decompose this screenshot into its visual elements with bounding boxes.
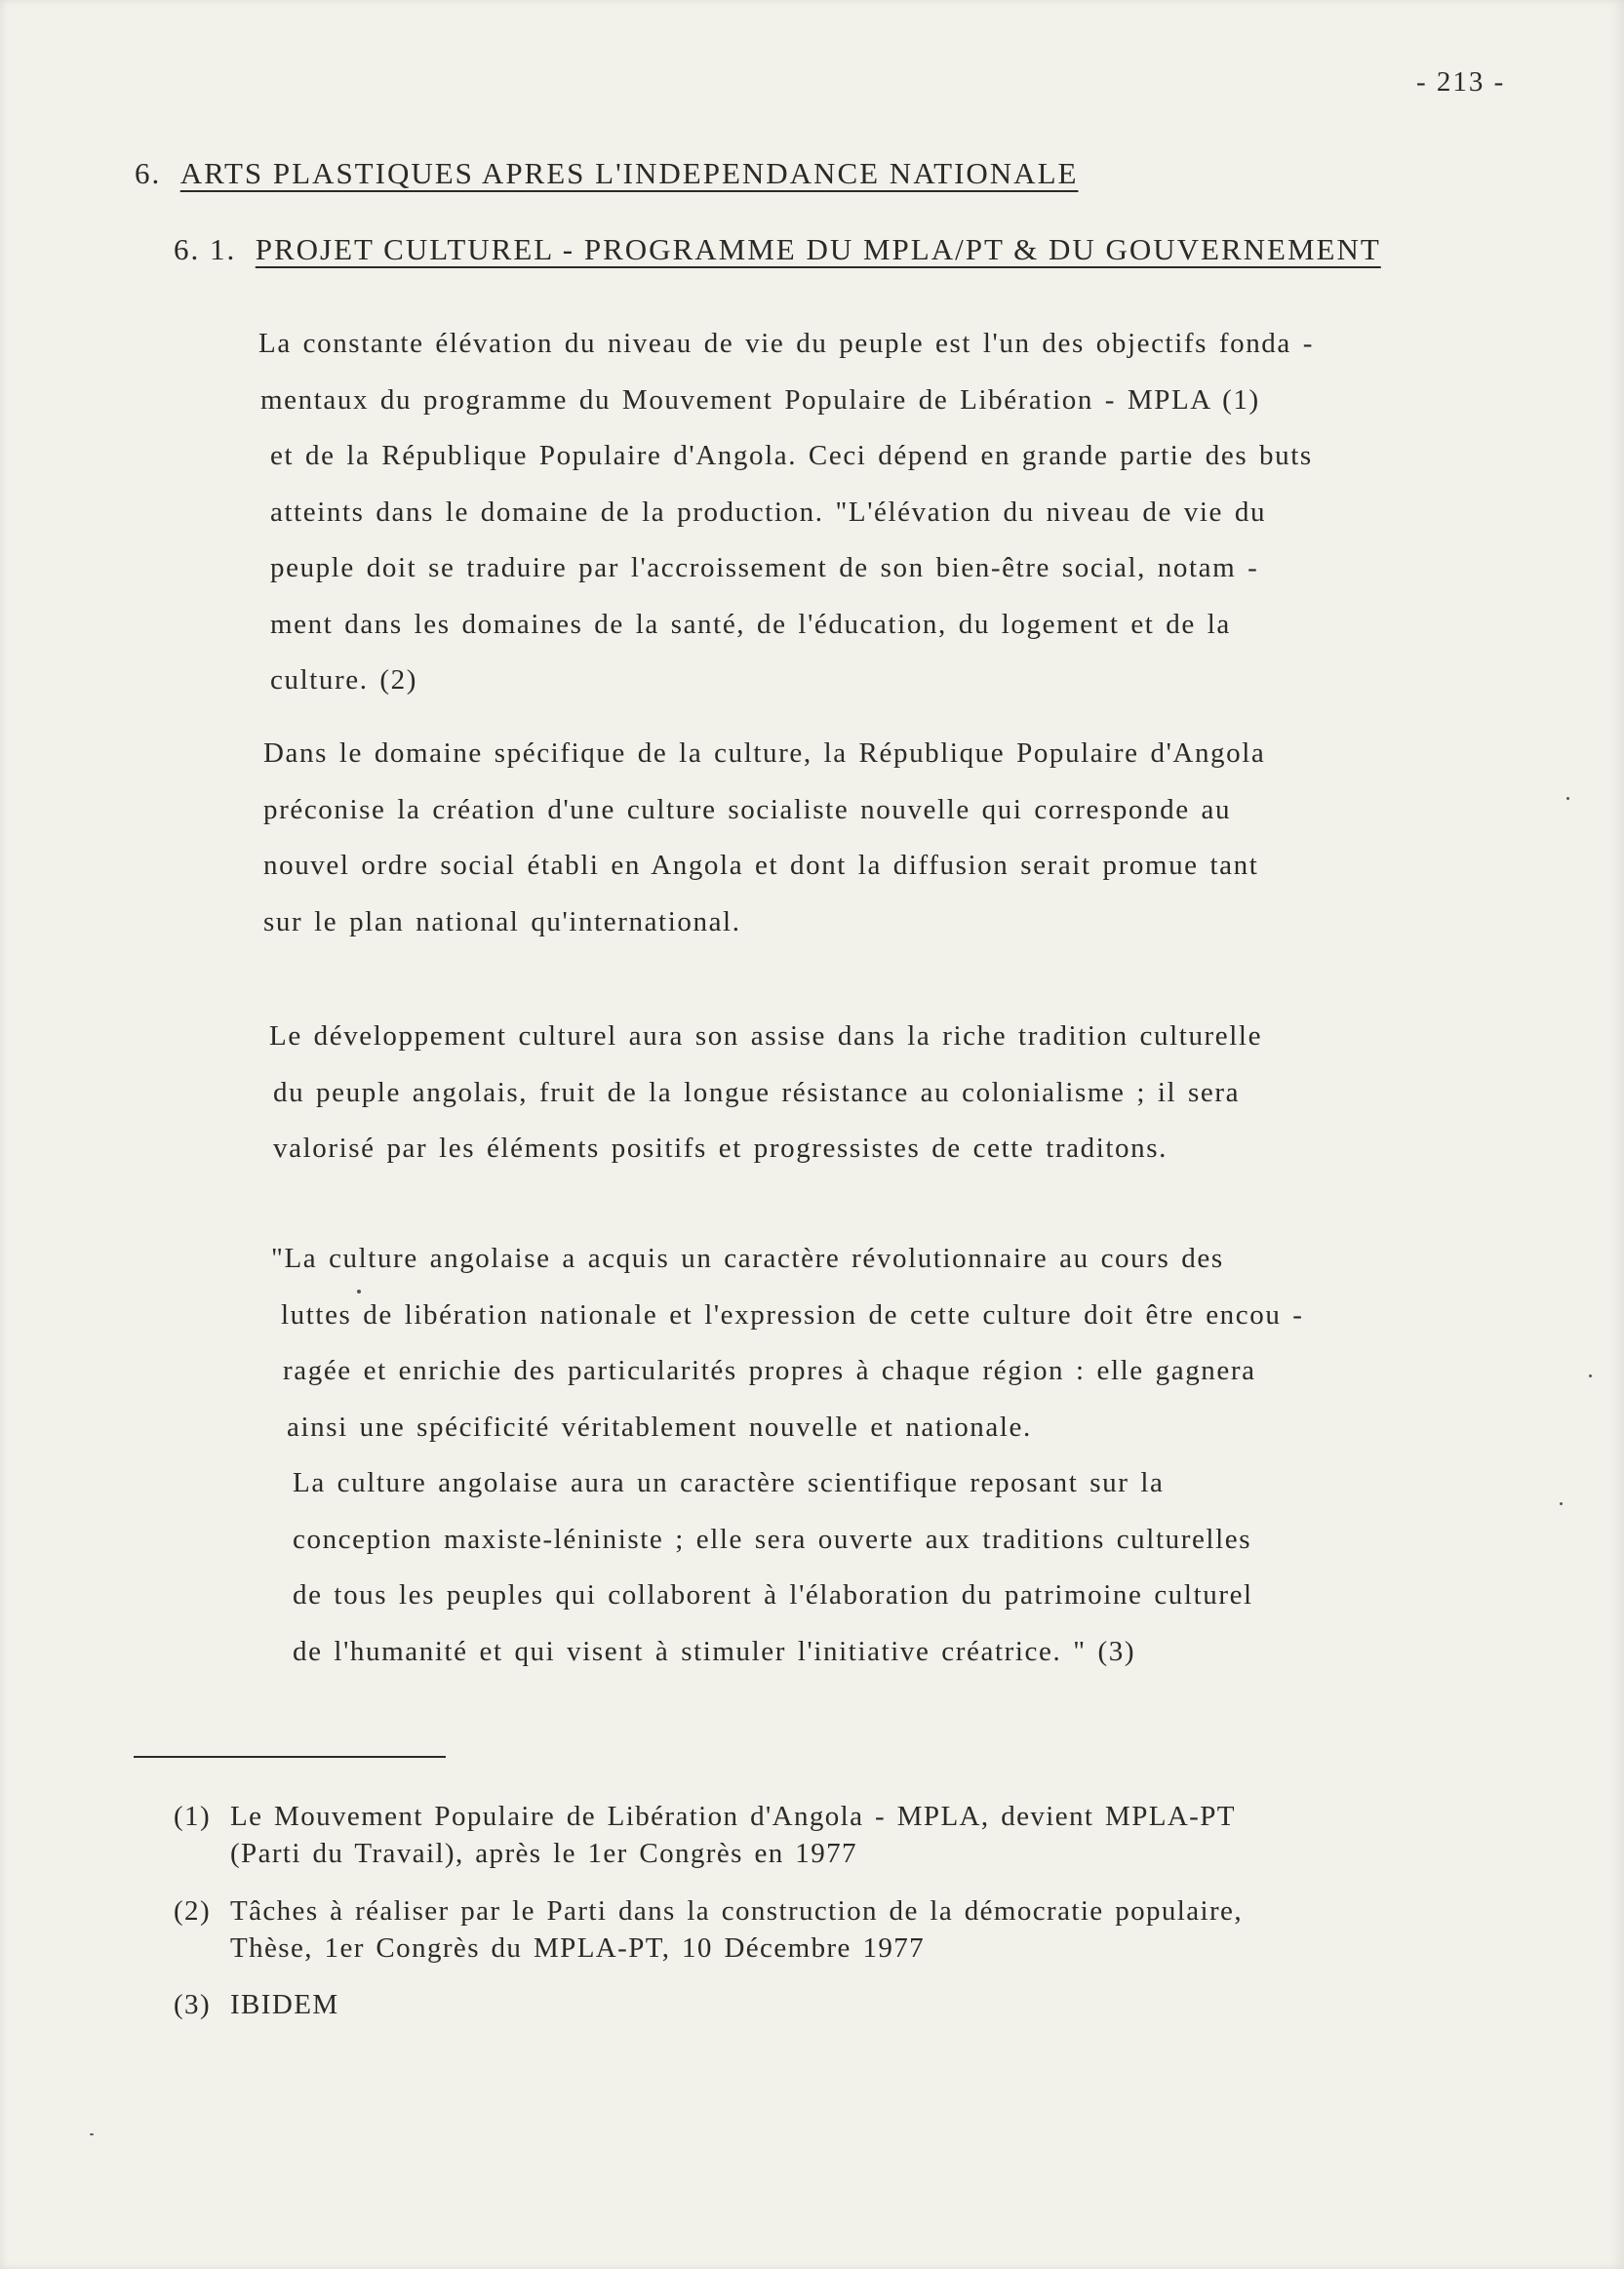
paragraph-line: du peuple angolais, fruit de la longue résistance au colonialisme ; il sera	[273, 1076, 1241, 1108]
paragraph-line: de l'humanité et qui visent à stimuler l'initiative créatrice. " (3)	[293, 1635, 1136, 1667]
footnote-line: Thèse, 1er Congrès du MPLA-PT, 10 Décembre 1977	[230, 1932, 926, 1964]
paper-speck	[1566, 797, 1569, 800]
subsection-heading-title: PROJET CULTUREL - PROGRAMME DU MPLA/PT & DU GOUVERNEMENT	[255, 232, 1381, 266]
paragraph-3	[269, 1009, 1262, 1177]
paper-speck	[1589, 1374, 1592, 1377]
paragraph-line: préconise la création d'une culture socialiste nouvelle qui corresponde au	[263, 793, 1232, 825]
section-heading-number: 6.	[135, 156, 162, 190]
subsection-heading	[174, 232, 1381, 267]
paragraph-line: valorisé par les éléments positifs et progressistes de cette traditons.	[273, 1133, 1168, 1164]
paragraph-line: ainsi une spécificité véritablement nouvelle et nationale.	[287, 1411, 1032, 1443]
footnote-number: (2)	[174, 1895, 212, 1927]
paragraph-line: sur le plan national qu'international.	[263, 905, 741, 937]
subsection-heading-number: 6. 1.	[174, 232, 237, 266]
section-heading-title: ARTS PLASTIQUES APRES L'INDEPENDANCE NATIONALE	[179, 156, 1079, 190]
paragraph-line: ragée et enrichie des particularités propres à chaque région : elle gagnera	[283, 1355, 1256, 1386]
paragraph-line: luttes de libération nationale et l'expression de cette culture doit être encou -	[281, 1298, 1304, 1331]
section-heading	[135, 156, 1078, 191]
paper-speck	[357, 1290, 361, 1294]
footnote-number: (1)	[174, 1801, 212, 1832]
paragraph-line: nouvel ordre social établi en Angola et dont la diffusion serait promue tant	[263, 850, 1259, 881]
paragraph-line: culture. (2)	[270, 664, 418, 696]
paragraph-line: Le développement culturel aura son assise dans la riche tradition culturelle	[269, 1020, 1263, 1052]
paper-speck	[1560, 1502, 1563, 1505]
footnote-separator	[134, 1756, 446, 1758]
paragraph-line: "La culture angolaise a acquis un caractère révolutionnaire au cours des	[271, 1243, 1224, 1274]
paragraph-1	[258, 316, 1314, 709]
paragraph-line: La constante élévation du niveau de vie du peuple est l'un des objectifs fonda -	[258, 328, 1314, 359]
paragraph-line: conception maxiste-léniniste ; elle sera ouverte aux traditions culturelles	[293, 1523, 1252, 1555]
paragraph-4	[271, 1231, 1304, 1680]
footnote-line: Le Mouvement Populaire de Libération d'Angola - MPLA, devient MPLA-PT	[230, 1801, 1236, 1832]
paragraph-line: peuple doit se traduire par l'accroissement de son bien-être social, notam -	[270, 552, 1259, 583]
footnote-line: (Parti du Travail), après le 1er Congrès en 1977	[230, 1838, 857, 1869]
footnote-number: (3)	[174, 1989, 212, 2020]
paragraph-line: La culture angolaise aura un caractère scientifique reposant sur la	[293, 1467, 1165, 1498]
footnote-line: Tâches à réaliser par le Parti dans la construction de la démocratie populaire,	[230, 1895, 1243, 1927]
paragraph-line: mentaux du programme du Mouvement Populaire de Libération - MPLA (1)	[260, 383, 1260, 416]
paragraph-line: et de la République Populaire d'Angola. Ceci dépend en grande partie des buts	[270, 440, 1313, 471]
page-number: - 213 -	[1416, 66, 1506, 98]
paper-speck	[90, 2133, 94, 2135]
paragraph-line: ment dans les domaines de la santé, de l'éducation, du logement et de la	[270, 608, 1231, 640]
paragraph-line: de tous les peuples qui collaborent à l'élaboration du patrimoine culturel	[293, 1579, 1253, 1611]
paragraph-line: atteints dans le domaine de la production. "L'élévation du niveau de vie du	[270, 496, 1267, 528]
paragraph-line: Dans le domaine spécifique de la culture, la République Populaire d'Angola	[263, 737, 1266, 769]
paragraph-2	[263, 726, 1265, 950]
footnote-line: IBIDEM	[230, 1989, 339, 2020]
